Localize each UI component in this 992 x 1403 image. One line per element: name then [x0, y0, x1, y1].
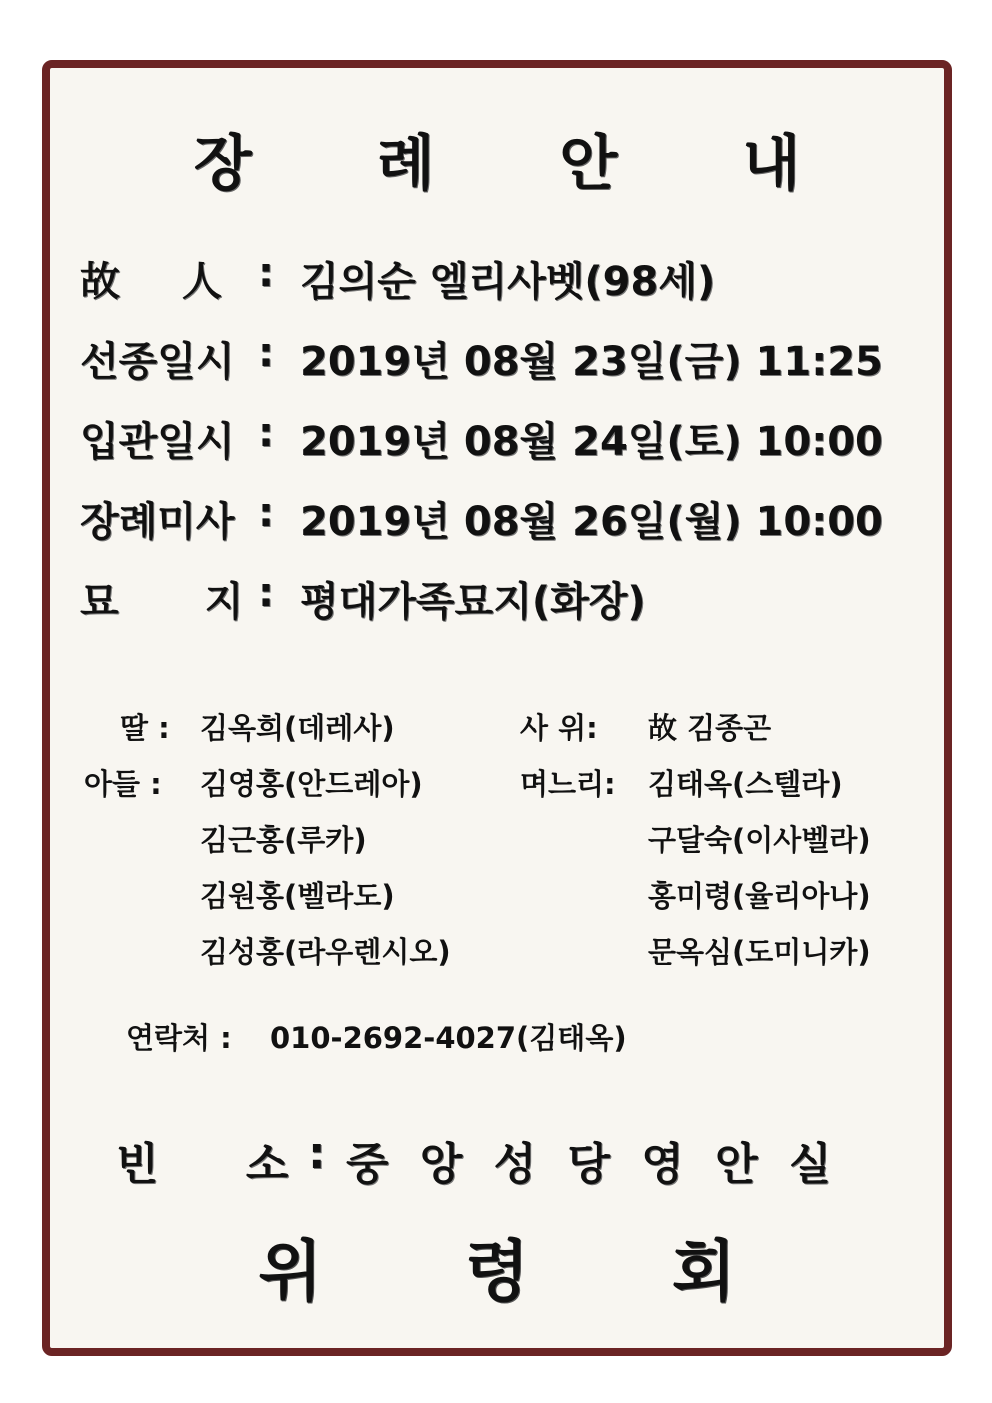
detail-row-death-time — [50, 330, 944, 385]
detail-label-burial: 묘 지 — [80, 579, 244, 625]
detail-value-deceased: 김의순 엘리사벳(98세) — [300, 259, 716, 305]
detail-label-deceased: 故 人 — [80, 259, 222, 305]
detail-row-deceased — [50, 250, 944, 305]
detail-row-coffin-time — [50, 410, 944, 465]
detail-label-funeral-mass: 장례미사 — [80, 499, 235, 545]
daughtersinlaw-label: 며느리: — [520, 767, 616, 801]
sons-label: 아들 : — [84, 767, 162, 801]
binso-colon: : — [308, 1128, 326, 1179]
notice-title: 장 례 안 내 — [193, 129, 853, 199]
son-name: 김근홍(루카) — [200, 823, 367, 857]
detail-value-funeral-mass: 2019년 08월 26일(월) 10:00 — [300, 499, 883, 545]
detail-value-burial: 평대가족묘지(화장) — [300, 579, 646, 625]
daughterinlaw-name: 홍미령(율리아나) — [648, 879, 871, 913]
detail-label-coffin-time: 입관일시 — [80, 419, 235, 465]
son-name: 김원홍(벨라도) — [200, 879, 395, 913]
notice-frame — [42, 60, 952, 1356]
daughterinlaw-name: 김태옥(스텔라) — [648, 767, 843, 801]
detail-value-death-time: 2019년 08월 23일(금) 11:25 — [300, 339, 883, 385]
detail-colon: : — [258, 490, 274, 536]
detail-colon: : — [258, 410, 274, 456]
soninlaw-label: 사 위: — [520, 711, 598, 745]
detail-row-burial — [50, 570, 944, 625]
daughterinlaw-name: 구달숙(이사벨라) — [648, 823, 871, 857]
binso-label: 빈 소 — [116, 1139, 289, 1190]
son-name: 김성홍(라우렌시오) — [200, 935, 451, 969]
detail-colon: : — [258, 570, 274, 616]
son-name: 김영홍(안드레아) — [200, 767, 423, 801]
contact-phone: 010-2692-4027(김태옥) — [270, 1021, 627, 1055]
detail-label-death-time: 선종일시 — [80, 339, 235, 385]
daughter-label: 딸 : — [120, 711, 170, 745]
detail-colon: : — [258, 250, 274, 296]
detail-colon: : — [258, 330, 274, 376]
daughter-name: 김옥희(데레사) — [200, 711, 395, 745]
committee-name: 위 령 회 — [258, 1233, 796, 1310]
detail-row-funeral-mass — [50, 490, 944, 545]
contact-label: 연락처 : — [126, 1021, 232, 1055]
detail-value-coffin-time: 2019년 08월 24일(토) 10:00 — [300, 419, 883, 465]
binso-location: 중 앙 성 당 영 안 실 — [346, 1139, 840, 1190]
daughterinlaw-name: 문옥심(도미니카) — [648, 935, 871, 969]
soninlaw-name: 故 김종곤 — [648, 711, 772, 745]
